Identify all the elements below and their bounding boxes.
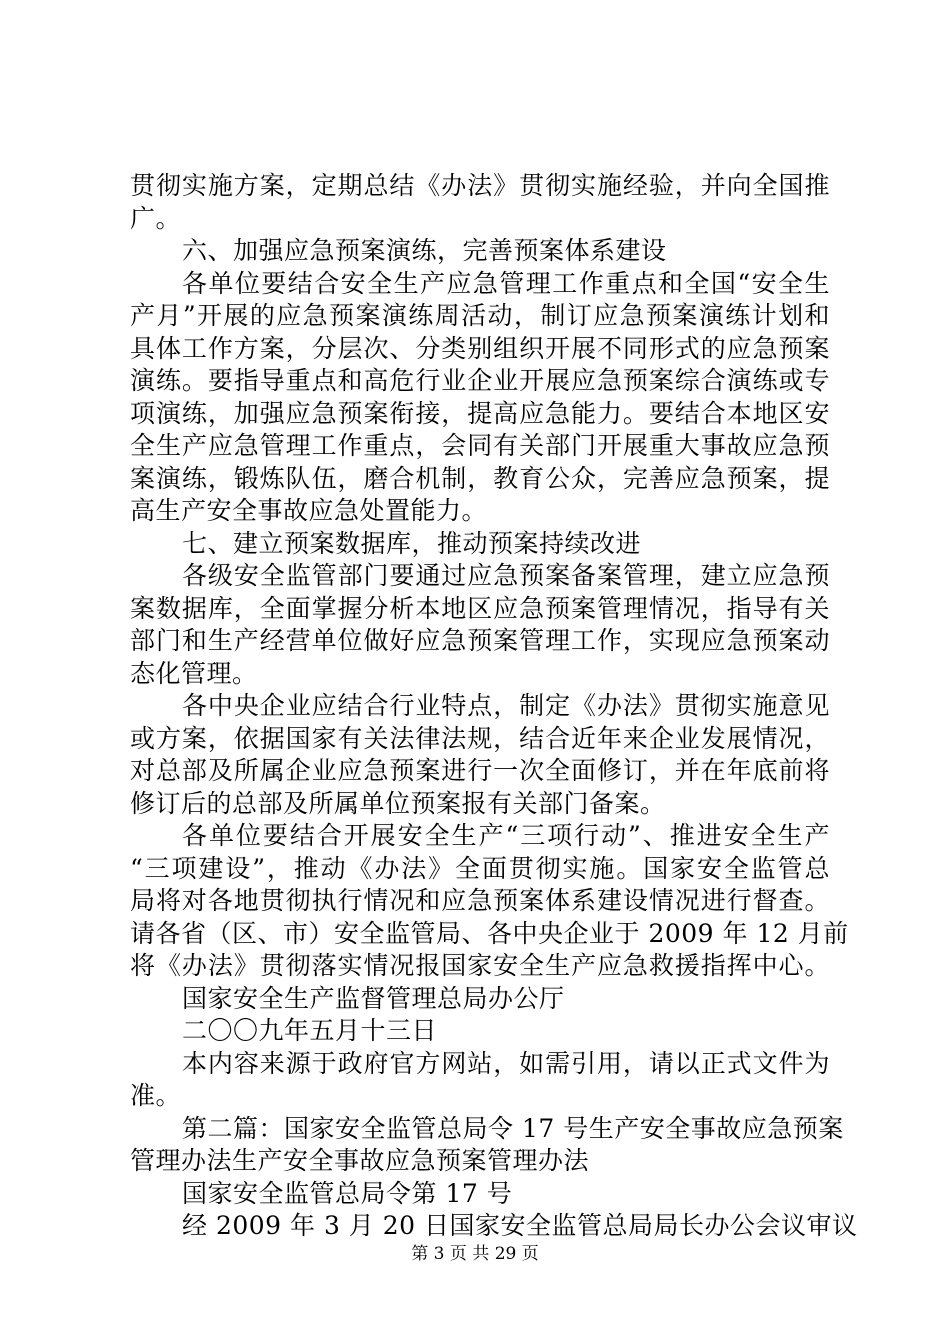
text-line: 将《办法》贯彻落实情况报国家安全生产应急救援指挥中心。	[130, 951, 830, 980]
text-line: 各单位要结合安全生产应急管理工作重点和全国“安全生	[182, 268, 830, 298]
text-line: 全生产应急管理工作重点，会同有关部门开展重大事故应急预	[130, 431, 830, 460]
text-line: 请各省（区、市）安全监管局、各中央企业于 2009 年 12 月前	[130, 918, 849, 948]
source-note: 本内容来源于政府官方网站，如需引用，请以正式文件为	[182, 1048, 830, 1078]
text-line: 经 2009 年 3 月 20 日国家安全监管总局局长办公会议审议	[182, 1211, 858, 1240]
text-line: 各中央企业应结合行业特点，制定《办法》贯彻实施意见	[182, 691, 830, 720]
text-line: 广。	[130, 203, 182, 233]
article-title: 第二篇：国家安全监管总局令 17 号生产安全事故应急预案	[182, 1113, 844, 1143]
issue-date: 二〇〇九年五月十三日	[182, 1016, 438, 1045]
text-line: 产月”开展的应急预案演练周活动，制订应急预案演练计划和	[130, 301, 830, 330]
text-line: 具体工作方案，分层次、分类别组织开展不同形式的应急预案	[130, 333, 830, 363]
issuer-name: 国家安全生产监督管理总局办公厅	[182, 983, 565, 1013]
page-footer: 第 3 页 共 29 页	[411, 1244, 539, 1264]
article-title: 管理办法生产安全事故应急预案管理办法	[130, 1146, 590, 1175]
document-body	[130, 170, 858, 1243]
text-line: 高生产安全事故应急处置能力。	[130, 496, 488, 525]
text-line: 各级安全监管部门要通过应急预案备案管理，建立应急预	[182, 561, 830, 590]
text-line: 案数据库，全面掌握分析本地区应急预案管理情况，指导有关	[130, 593, 830, 623]
source-note: 准。	[130, 1081, 182, 1110]
text-line: 或方案，依据国家有关法律法规，结合近年来企业发展情况，	[130, 723, 830, 753]
section-heading: 六、加强应急预案演练，完善预案体系建设	[182, 236, 667, 265]
text-line: 演练。要指导重点和高危行业企业开展应急预案综合演练或专	[130, 366, 830, 395]
text-line: 各单位要结合开展安全生产“三项行动”、推进安全生产	[182, 821, 830, 850]
text-line: 对总部及所属企业应急预案进行一次全面修订，并在年底前将	[130, 756, 830, 785]
text-line: 局将对各地贯彻执行情况和应急预案体系建设情况进行督查。	[130, 886, 830, 915]
text-line: 态化管理。	[130, 658, 258, 688]
section-heading: 七、建立预案数据库，推动预案持续改进	[182, 528, 642, 558]
text-line: 修订后的总部及所属单位预案报有关部门备案。	[130, 788, 666, 818]
text-line: 项演练，加强应急预案衔接，提高应急能力。要结合本地区安	[130, 398, 830, 428]
text-line: 案演练，锻炼队伍，磨合机制，教育公众，完善应急预案，提	[130, 463, 830, 493]
text-line: “三项建设”，推动《办法》全面贯彻实施。国家安全监管总	[130, 853, 830, 883]
decree-number: 国家安全监管总局令第 17 号	[182, 1178, 513, 1208]
text-line: 部门和生产经营单位做好应急预案管理工作，实现应急预案动	[130, 626, 830, 655]
text-line: 贯彻实施方案，定期总结《办法》贯彻实施经验，并向全国推	[130, 171, 830, 200]
